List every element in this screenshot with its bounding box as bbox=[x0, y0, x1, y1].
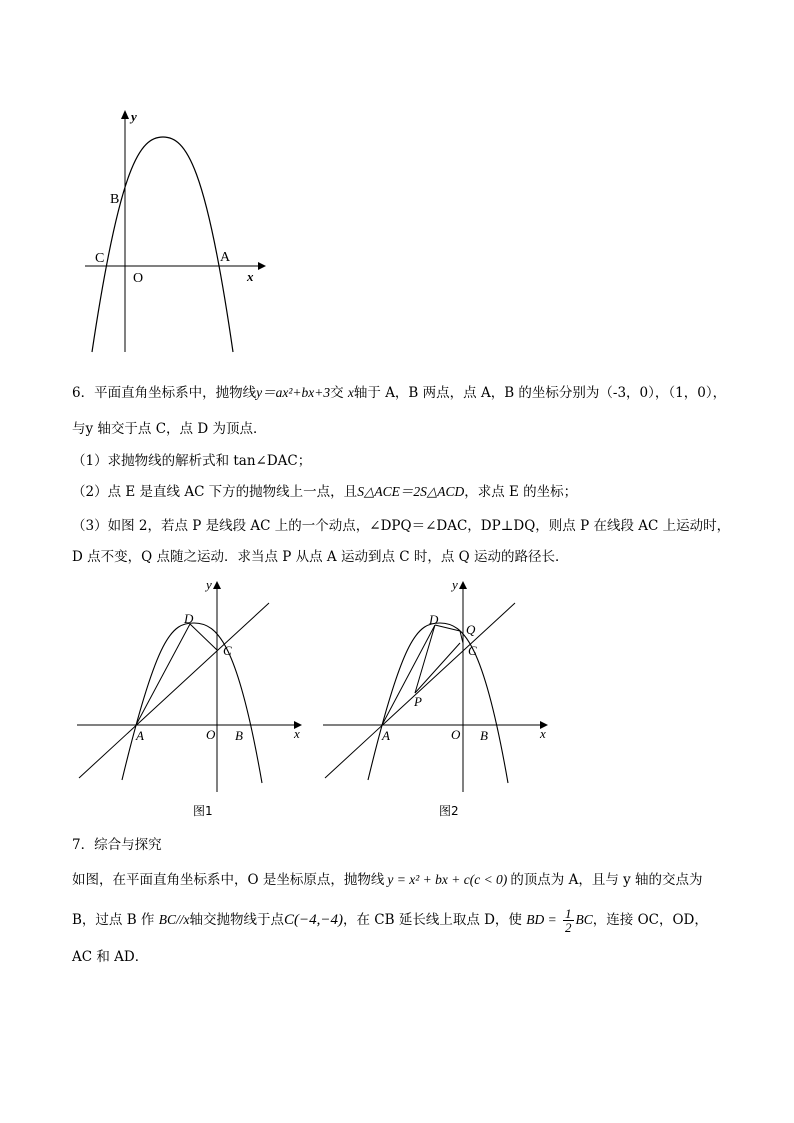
parabola-curve bbox=[92, 137, 233, 352]
fig2-point-c-label: C bbox=[468, 643, 477, 658]
point-c-label: C bbox=[95, 251, 105, 266]
fig2-point-q-label: Q bbox=[466, 622, 476, 637]
fig1-point-d-label: D bbox=[184, 611, 194, 626]
fig2-point-p-label: P bbox=[414, 694, 422, 709]
fig1-axis-x-label: x bbox=[294, 726, 300, 741]
q7-heading: 7．综合与探究 bbox=[72, 837, 162, 853]
axis-y-label: y bbox=[131, 109, 137, 124]
fig2-point-d-label: D bbox=[429, 612, 439, 627]
fig1-caption: 图1 bbox=[193, 804, 213, 818]
fig1-origin-label: O bbox=[206, 727, 216, 742]
figure-1 bbox=[72, 575, 312, 825]
origin-label: O bbox=[133, 271, 144, 286]
point-a-label: A bbox=[220, 250, 231, 265]
fig1-segment-dc bbox=[190, 624, 217, 650]
fig1-point-c-label: C bbox=[223, 643, 232, 658]
fig1-point-b-label: B bbox=[235, 728, 243, 743]
fig1-point-a-label: A bbox=[136, 728, 144, 743]
fig1-segment-ad bbox=[136, 624, 190, 725]
fig2-parabola bbox=[368, 623, 508, 783]
figure-2 bbox=[318, 575, 558, 825]
x-axis-arrow bbox=[258, 262, 266, 270]
q6-part3-line1: （3）如图 2，若点 P 是线段 AC 上的一个动点，∠DPQ＝∠DAC，DP⊥DQ，则点 P 在线段 AC 上运动时， bbox=[72, 518, 731, 534]
fig2-caption: 图2 bbox=[439, 804, 459, 818]
y-axis-arrow bbox=[121, 110, 129, 119]
fig2-point-a-label: A bbox=[382, 728, 390, 743]
q7-line3: AC 和 AD． bbox=[72, 949, 149, 965]
fig2-y-arrow bbox=[459, 581, 467, 589]
fig1-axis-y-label: y bbox=[206, 577, 212, 592]
fig2-segment-dp bbox=[415, 625, 435, 693]
fig2-axis-x-label: x bbox=[540, 726, 546, 741]
fig1-parabola bbox=[122, 623, 262, 783]
q6-part2: （2）点 E 是直线 AC 下方的抛物线上一点，且S△ACE＝2S△ACD，求点 E 的坐标； bbox=[72, 484, 578, 500]
q6-line1: 6．平面直角坐标系中，抛物线y＝ax²+bx+3交 x轴于 A，B 两点，点 A，B 的坐标分别为（-3，0），（1，0）， bbox=[72, 385, 727, 401]
q7-line1: 如图，在平面直角坐标系中，O 是坐标原点，抛物线 y = x² + bx + c(c < 0) 的顶点为 A，且与 y 轴的交点为 bbox=[72, 872, 703, 888]
fig2-point-b-label: B bbox=[480, 728, 488, 743]
parabola-figure-top bbox=[80, 105, 270, 360]
point-b-label: B bbox=[110, 192, 120, 207]
q6-part1: （1）求抛物线的解析式和 tan∠DAC； bbox=[72, 453, 312, 469]
fig2-axis-y-label: y bbox=[452, 577, 458, 592]
fig1-y-arrow bbox=[213, 581, 221, 589]
fig2-origin-label: O bbox=[451, 727, 461, 742]
fig2-segment-ad bbox=[382, 625, 435, 725]
q6-part3-line2: D 点不变，Q 点随之运动．求当点 P 从点 A 运动到点 C 时，点 Q 运动的路径长． bbox=[72, 549, 569, 565]
fraction-one-half: $\frac{1}{2}$ bbox=[565, 906, 572, 935]
q6-line2: 与y 轴交于点 C，点 D 为顶点． bbox=[72, 421, 267, 437]
axis-x-label: x bbox=[247, 269, 254, 284]
q7-line2: B，过点 B 作 BC//x轴交抛物线于点C(−4,−4)，在 CB 延长线上取点 D，使 BD = $\frac{1}{2}$ BC，连接 OC，OD， bbox=[72, 906, 708, 935]
fig1-line-ac bbox=[79, 603, 269, 778]
fig2-line-ac bbox=[325, 603, 515, 778]
